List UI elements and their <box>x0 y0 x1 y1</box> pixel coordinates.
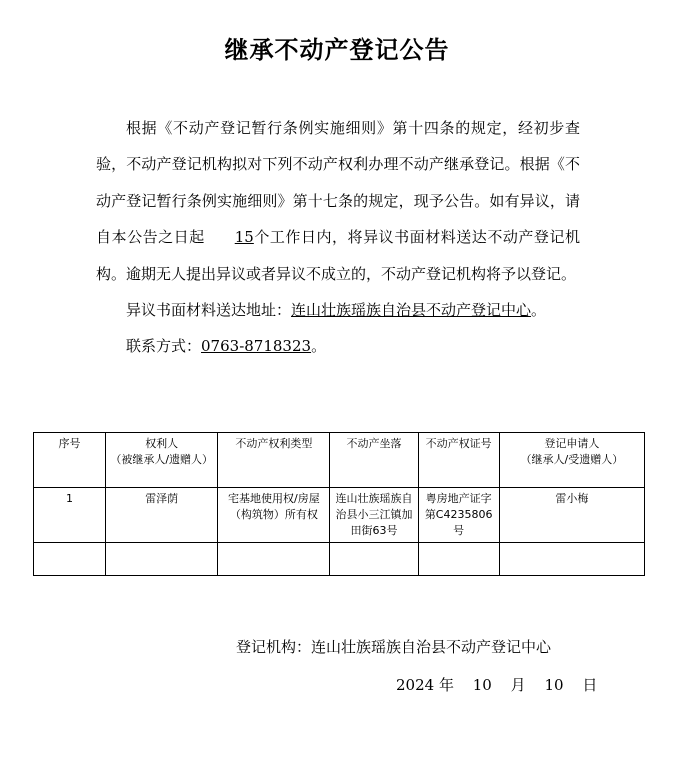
empty-cell <box>218 543 330 576</box>
cell-serial: 1 <box>34 488 106 543</box>
date-year-unit: 年 <box>438 676 454 694</box>
empty-cell <box>34 543 106 576</box>
table-header-row <box>34 433 645 488</box>
date-day: 10 <box>544 676 564 694</box>
contact-line <box>96 328 580 364</box>
header-right-holder <box>106 433 218 488</box>
org-name: 连山壮族瑶族自治县不动产登记中心 <box>311 638 552 656</box>
registration-table <box>33 432 645 576</box>
header-serial: 序号 <box>34 433 106 488</box>
notice-body <box>96 110 580 365</box>
objection-days: 15 <box>234 228 254 247</box>
org-label: 登记机构： <box>236 638 312 656</box>
contact-label: 联系方式： <box>126 337 202 356</box>
empty-cell <box>499 543 644 576</box>
cell-certificate: 粤房地产证字第C4235806号 <box>418 488 499 543</box>
header-right-holder-text: 权利人 （被继承人/遗赠人） <box>110 437 214 466</box>
cell-location: 连山壮族瑶族自治县小三江镇加田街63号 <box>330 488 418 543</box>
notice-paragraph <box>96 110 580 292</box>
header-applicant <box>499 433 644 488</box>
empty-cell <box>330 543 418 576</box>
address-label: 异议书面材料送达地址： <box>126 301 292 320</box>
header-right-type: 不动产权利类型 <box>218 433 330 488</box>
table-row-empty <box>34 543 645 576</box>
header-certificate: 不动产权证号 <box>418 433 499 488</box>
cell-right-type: 宅基地使用权/房屋（构筑物）所有权 <box>218 488 330 543</box>
contact-value: 0763-8718323 <box>201 337 312 356</box>
contact-end: 。 <box>311 337 327 356</box>
empty-cell <box>418 543 499 576</box>
address-end: 。 <box>531 301 547 320</box>
notice-date <box>396 674 597 695</box>
date-month: 10 <box>472 676 492 694</box>
date-day-unit: 日 <box>582 676 598 694</box>
date-month-unit: 月 <box>510 676 526 694</box>
cell-applicant: 雷小梅 <box>499 488 644 543</box>
paragraph-text-1: 根据《不动产登记暂行条例实施细则》第十四条的规定，经初步查验，不动产登记机构拟对下列不动产权利办理不动产继承登记。根据《不动产登记暂行条例实施细则》第十七条的规定，现予公告。如有异议，请自本公告之日起 <box>96 119 580 247</box>
page-title: 继承不动产登记公告 <box>224 35 450 64</box>
header-applicant-text: 登记申请人 （继承人/受遗赠人） <box>520 437 624 466</box>
empty-cell <box>106 543 218 576</box>
paragraph-text-2: 个工作日内，将异议书面材料送达不动产登记机构。逾期无人提出异议或者异议不成立的，不动产登记机构将予以登记。 <box>96 228 580 283</box>
header-location: 不动产坐落 <box>330 433 418 488</box>
address-line <box>96 292 580 328</box>
cell-right-holder: 雷泽荫 <box>106 488 218 543</box>
registration-authority <box>236 636 551 657</box>
date-year: 2024 <box>396 676 435 694</box>
table-row <box>34 488 645 543</box>
address-value: 连山壮族瑶族自治县不动产登记中心 <box>291 301 532 320</box>
